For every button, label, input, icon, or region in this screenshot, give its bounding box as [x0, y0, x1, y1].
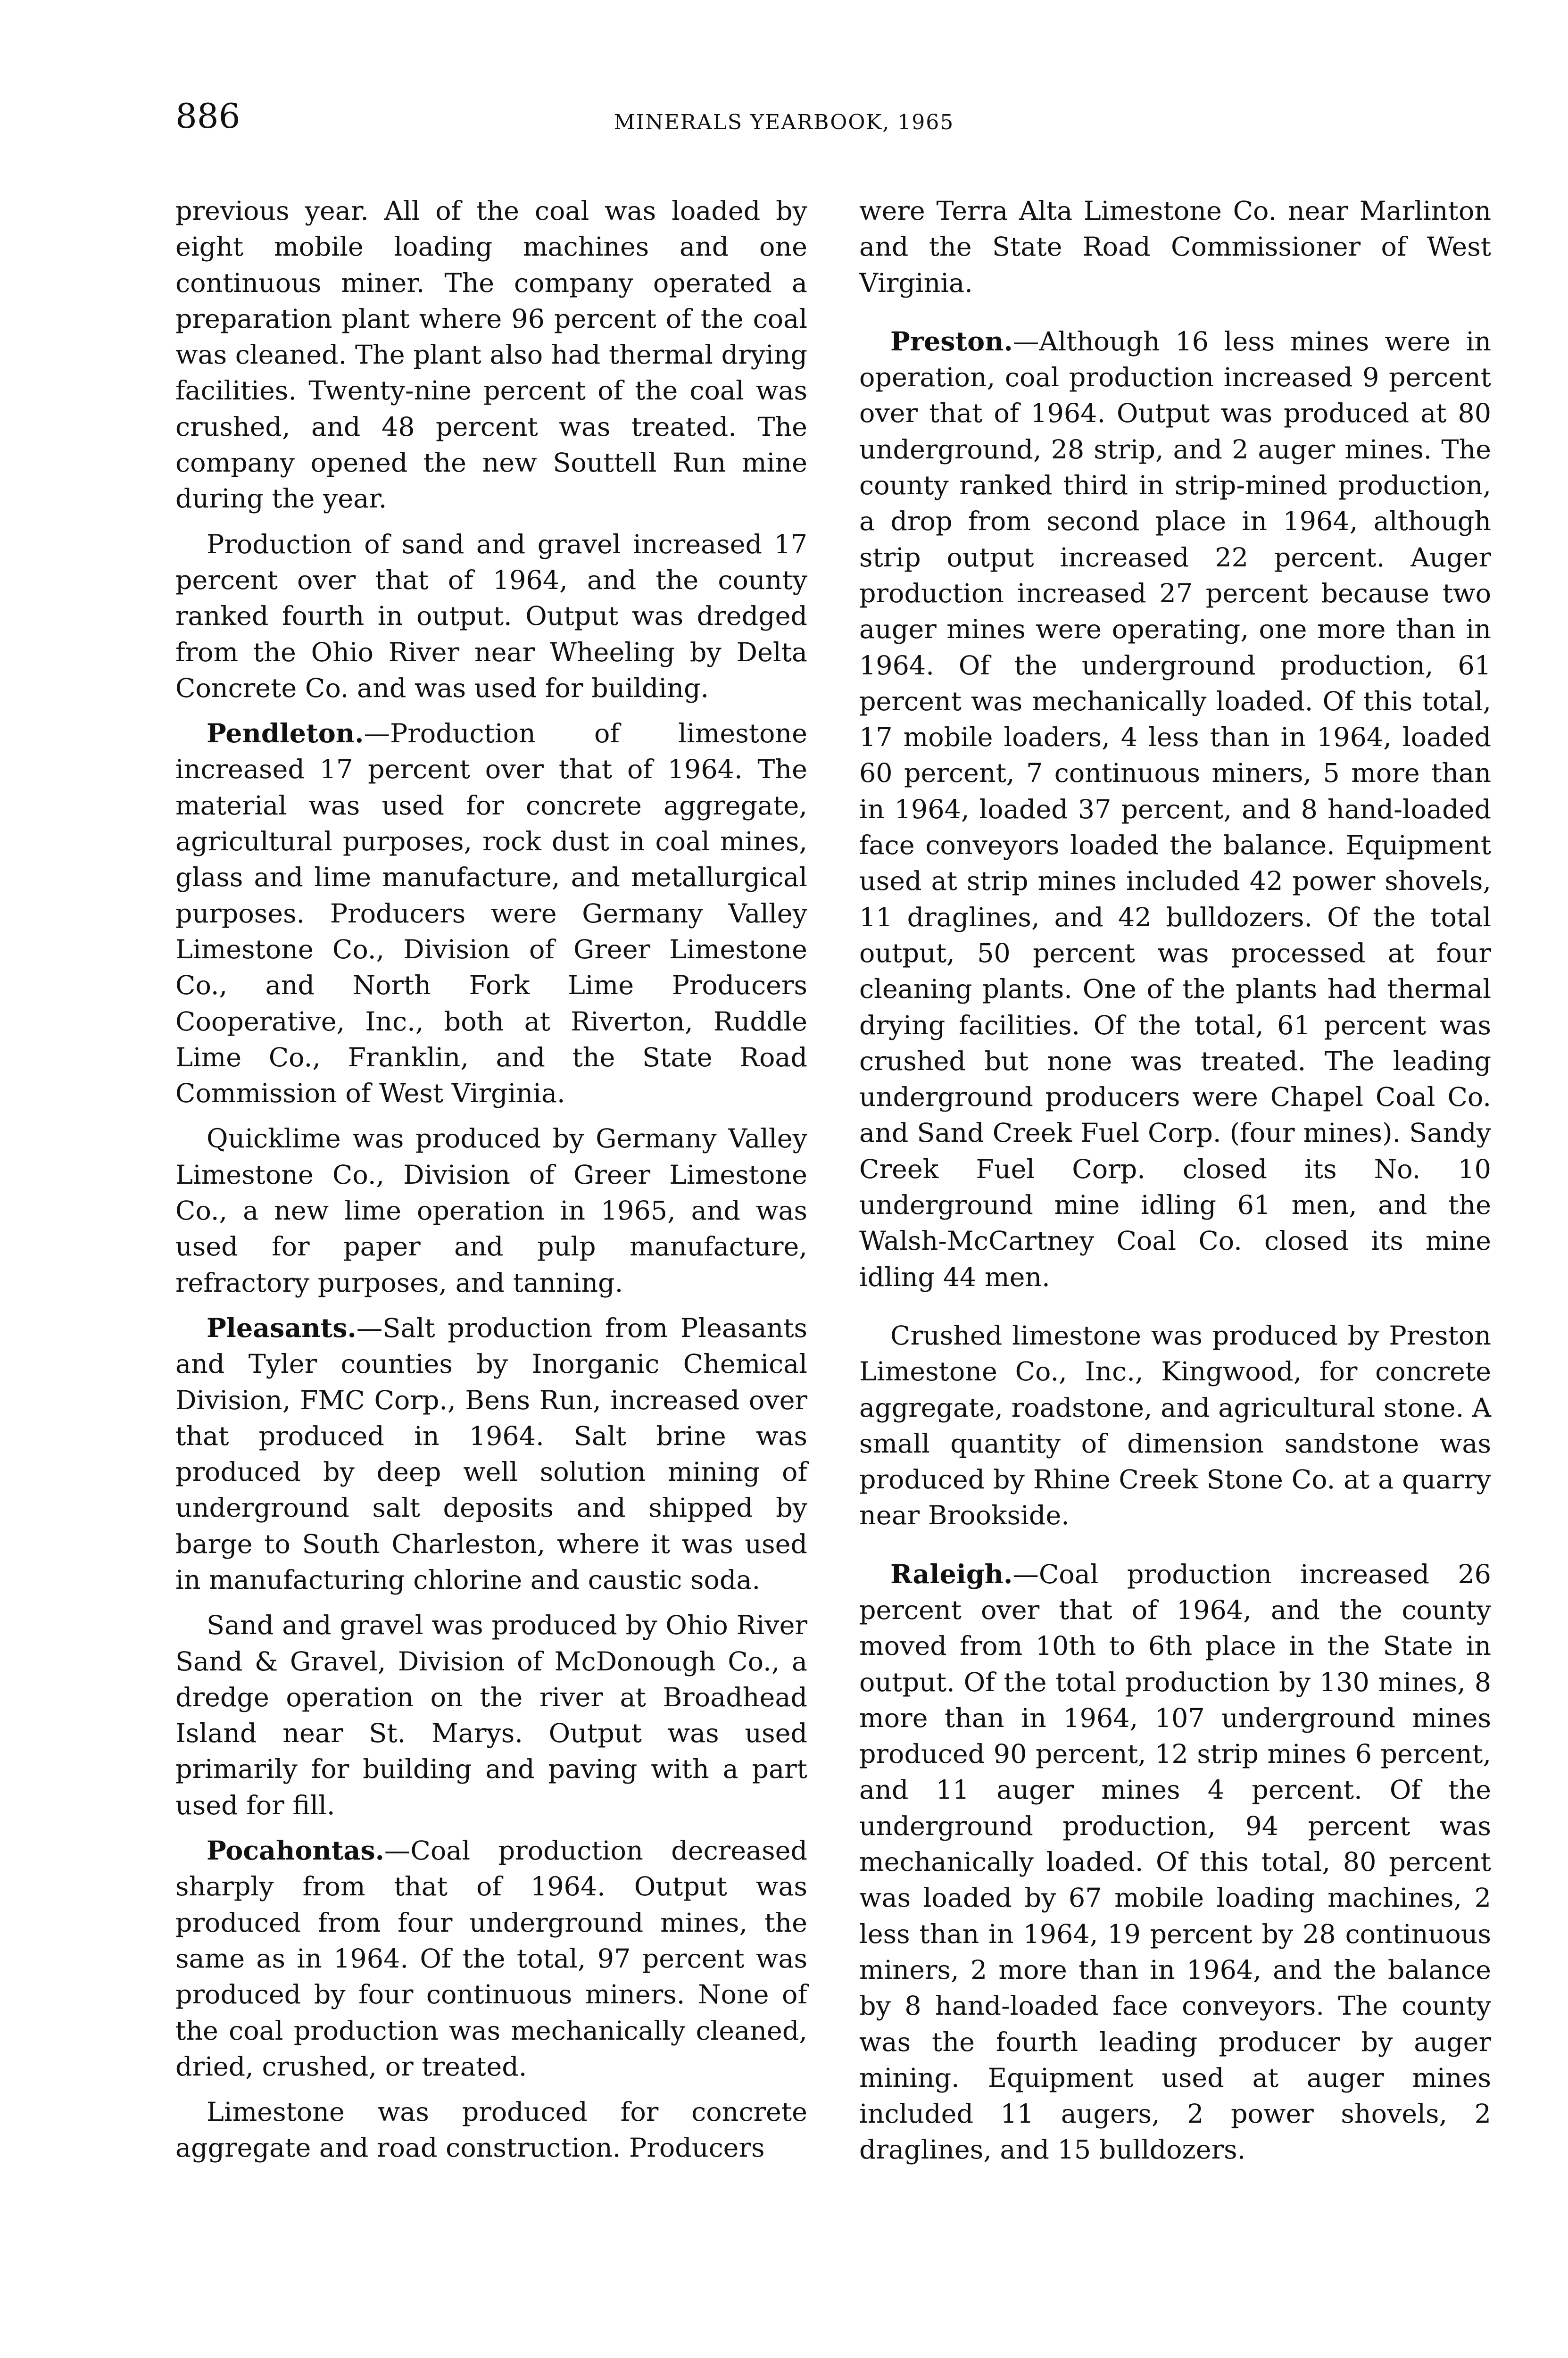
- county-heading-preston: Preston.: [890, 326, 1013, 357]
- paragraph-text: —Production of limestone increased 17 percent over that of 1964. The material was used for concrete aggregate, agricultural purposes, rock dust in coal mines, glass and lime manufacture, and metallurgical purposes. Producers were Germany Valley Limestone Co., Division of Greer Limestone Co., and North Fork Lime Producers Cooperative, Inc., both at Riverton, Ruddle Lime Co., Franklin, and the State Road Commission of West Virginia.: [175, 718, 807, 1109]
- paragraph-text: —Salt production from Pleasants and Tyler counties by Inorganic Chemical Division, FMC Corp., Bens Run, increased over that produced in 1964. Salt brine was produced by deep well solution mining of underground salt deposits and shipped by barge to South Charleston, where it was used in manufacturing chlorine and caustic soda.: [175, 1312, 807, 1595]
- right-column: [859, 193, 1491, 2178]
- paragraph-sand-gravel: Production of sand and gravel increased 17 percent over that of 1964, and the county ranked fourth in output. Output was dredged from the Ohio River near Wheeling by Delta Concrete Co. and was used for building.: [175, 529, 807, 704]
- paragraph-text: —Coal production decreased sharply from that of 1964. Output was produced from four underground mines, the same as in 1964. Of the total, 97 percent was produced by four continuous miners. None of the coal production was mechanically cleaned, dried, crushed, or treated.: [175, 1835, 807, 2082]
- left-column: [175, 193, 807, 2176]
- paragraph-sand-gravel-ohio-river: Sand and gravel was produced by Ohio River Sand & Gravel, Division of McDonough Co., a dredge operation on the river at Broadhead Island near St. Marys. Output was used primarily for building and paving with a part used for fill.: [175, 1610, 807, 1821]
- paragraph-pleasants: [175, 1311, 807, 1598]
- paragraph-preston: [859, 324, 1491, 1295]
- county-heading-raleigh: Raleigh.: [890, 1559, 1013, 1590]
- paragraph-limestone: Limestone was produced for concrete aggregate and road construction. Producers: [175, 2097, 807, 2164]
- paragraph-continued: previous year. All of the coal was loaded by eight mobile loading machines and one continuous miner. The company operated a preparation plant where 96 percent of the coal was cleaned. The plant also had thermal drying facilities. Twenty-nine percent of the coal was crushed, and 48 percent was treated. The company opened the new Souttell Run mine during the year.: [175, 196, 807, 515]
- paragraph-text: —Although 16 less mines were in operation, coal production increased 9 percent over that of 1964. Output was produced at 80 underground, 28 strip, and 2 auger mines. The county ranked third in strip-mined production, a drop from second place in 1964, although strip output increased 22 percent. Auger production increased 27 percent because two auger mines were operating, one more than in 1964. Of the underground production, 61 percent was mechanically loaded. Of this total, 17 mobile loaders, 4 less than in 1964, loaded 60 percent, 7 continuous miners, 5 more than in 1964, loaded 37 percent, and 8 hand-loaded face conveyors loaded the balance. Equipment used at strip mines included 42 power shovels, 11 draglines, and 42 bulldozers. Of the total output, 50 percent was processed at four cleaning plants. One of the plants had thermal drying facilities. Of the total, 61 percent was crushed but none was treated. The leading underground producers were Chapel Coal Co. and Sand Creek Fuel Corp. (four mines). Sandy Creek Fuel Corp. closed its No. 10 underground mine idling 61 men, and the Walsh-McCartney Coal Co. closed its mine idling 44 men.: [859, 326, 1491, 1293]
- county-heading-pocahontas: Pocahontas.: [207, 1835, 384, 1867]
- paragraph-pendleton: [175, 716, 807, 1112]
- paragraph-text: —Coal production increased 26 percent over that of 1964, and the county moved from 10th to 6th place in the State in output. Of the total production by 130 mines, 8 more than in 1964, 107 underground mines produced 90 percent, 12 strip mines 6 percent, and 11 auger mines 4 percent. Of the underground production, 94 percent was mechanically loaded. Of this total, 80 percent was loaded by 67 mobile loading machines, 2 less than in 1964, 19 percent by 28 continuous miners, 2 more than in 1964, and the balance by 8 hand-loaded face conveyors. The county was the fourth leading producer by auger mining. Equipment used at auger mines included 11 augers, 2 power shovels, 2 draglines, and 15 bulldozers.: [859, 1559, 1491, 2166]
- paragraph-quicklime: Quicklime was produced by Germany Valley Limestone Co., Division of Greer Limestone Co., a new lime operation in 1965, and was used for paper and pulp manufacture, refractory purposes, and tanning.: [175, 1123, 807, 1298]
- page-number: 886: [175, 96, 241, 136]
- paragraph-crushed-limestone: Crushed limestone was produced by Preston Limestone Co., Inc., Kingwood, for concrete aggregate, roadstone, and agricultural stone. A small quantity of dimension sandstone was produced by Rhine Creek Stone Co. at a quarry near Brookside.: [859, 1320, 1491, 1531]
- paragraph-raleigh: [859, 1557, 1491, 2168]
- paragraph-continued: were Terra Alta Limestone Co. near Marlinton and the State Road Commissioner of West Virginia.: [859, 196, 1491, 299]
- running-title: MINERALS YEARBOOK, 1965: [614, 110, 954, 134]
- paragraph-pocahontas: [175, 1833, 807, 2085]
- county-heading-pendleton: Pendleton.: [207, 718, 364, 749]
- county-heading-pleasants: Pleasants.: [207, 1312, 357, 1344]
